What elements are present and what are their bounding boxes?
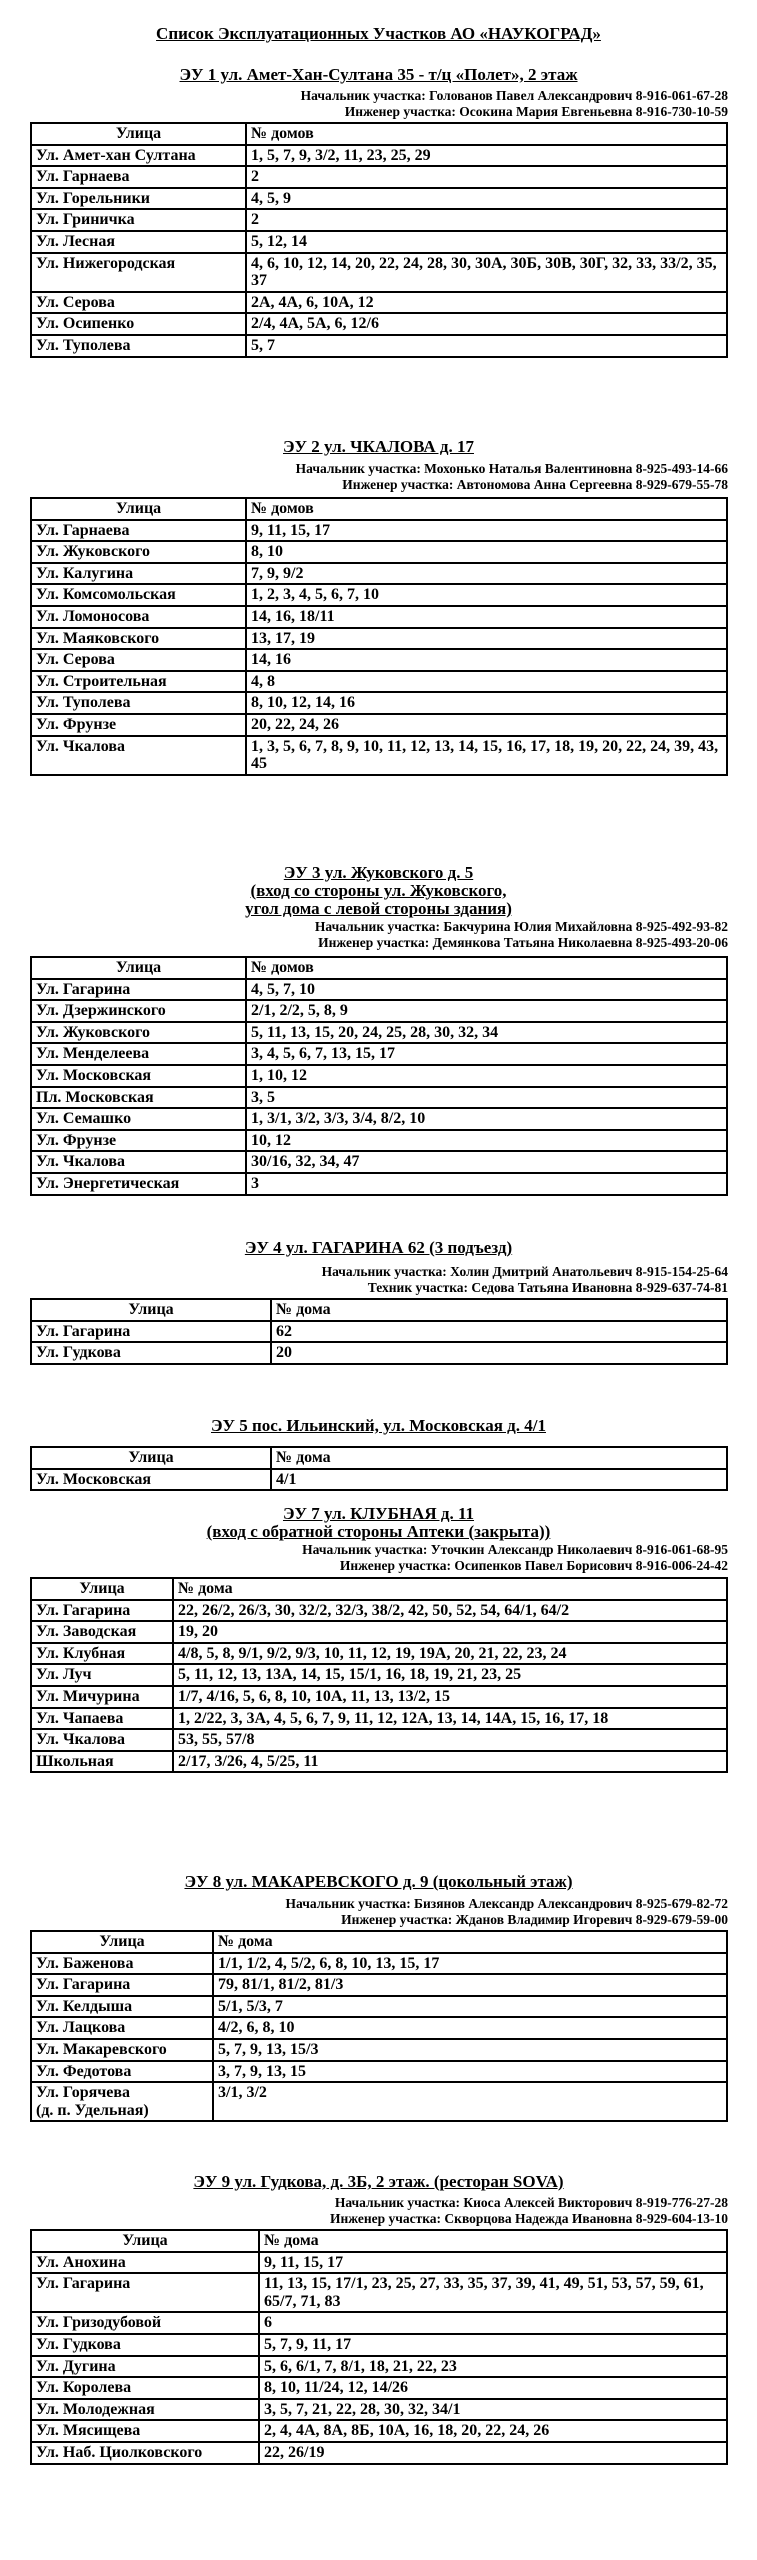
table-row (31, 714, 727, 736)
houses-cell: 5/1, 5/3, 7 (213, 1996, 727, 2018)
table-row (31, 1321, 727, 1343)
section-heading (0, 1239, 757, 1257)
houses-cell: 14, 16, 18/11 (246, 606, 727, 628)
houses-cell: 5, 11, 12, 13, 13А, 14, 15, 15/1, 16, 18, 19, 21, 23, 25 (173, 1664, 727, 1686)
houses-cell: 8, 10, 11/24, 12, 14/26 (259, 2377, 727, 2399)
street-cell: Пл. Московская (31, 1087, 246, 1109)
head-of-site: Начальник участка: Голованов Павел Александрович 8-916-061-67-28 (300, 88, 728, 103)
site-engineer: Инженер участка: Осокина Мария Евгеньевна 8-916-730-10-59 (344, 104, 728, 119)
table-row (31, 313, 727, 335)
street-cell: Ул. Гудкова (31, 2334, 259, 2356)
street-cell: Ул. Молодежная (31, 2399, 259, 2421)
streets-table (30, 1298, 728, 1365)
street-cell: Ул. Амет-хан Султана (31, 145, 246, 167)
table-row (31, 649, 727, 671)
table-row (31, 1996, 727, 2018)
document-title: Список Эксплуатационных Участков АО «НАУКОГРАД» (156, 24, 601, 43)
street-cell: Ул. Горячева (д. п. Удельная) (31, 2082, 213, 2121)
houses-cell: 2 (246, 166, 727, 188)
streets-table (30, 1577, 728, 1773)
houses-cell: 5, 7 (246, 335, 727, 357)
staff-block (330, 2195, 728, 2227)
heading-line: ЭУ 9 ул. Гудкова, д. 3Б, 2 этаж. (ресторан SOVA) (193, 2172, 564, 2191)
table-row (31, 1087, 727, 1109)
heading-line: угол дома с левой стороны здания) (245, 899, 512, 918)
table-row (31, 1953, 727, 1975)
heading-line: ЭУ 8 ул. МАКАРЕВСКОГО д. 9 (цокольный этаж) (184, 1872, 573, 1891)
street-cell: Ул. Фрунзе (31, 714, 246, 736)
column-header-street: Улица (31, 498, 246, 520)
houses-cell: 2/1, 2/2, 5, 8, 9 (246, 1000, 727, 1022)
table-row (31, 671, 727, 693)
street-cell: Ул. Семашко (31, 1108, 246, 1130)
street-cell: Ул. Чкалова (31, 736, 246, 775)
table-row (31, 563, 727, 585)
staff-block (296, 461, 728, 493)
table-row (31, 1342, 727, 1364)
houses-cell: 8, 10 (246, 541, 727, 563)
table-row (31, 1729, 727, 1751)
street-cell: Ул. Гриничка (31, 209, 246, 231)
houses-cell: 5, 11, 13, 15, 20, 24, 25, 28, 30, 32, 34 (246, 1022, 727, 1044)
column-header-street: Улица (31, 1931, 213, 1953)
houses-cell: 5, 6, 6/1, 7, 8/1, 18, 21, 22, 23 (259, 2356, 727, 2378)
street-cell: Ул. Чкалова (31, 1729, 173, 1751)
streets-table (30, 956, 728, 1196)
column-header-houses: № домов (246, 957, 727, 979)
houses-cell: 14, 16 (246, 649, 727, 671)
table-row (31, 2082, 727, 2121)
table-row (31, 292, 727, 314)
heading-line: (вход со стороны ул. Жуковского, (250, 881, 507, 900)
street-cell: Ул. Горельники (31, 188, 246, 210)
street-cell: Ул. Серова (31, 292, 246, 314)
table-row (31, 1151, 727, 1173)
street-cell: Ул. Жуковского (31, 541, 246, 563)
houses-cell: 2/4, 4А, 5А, 6, 12/6 (246, 313, 727, 335)
section-heading (0, 1505, 757, 1541)
street-cell: Ул. Федотова (31, 2061, 213, 2083)
table-row (31, 2420, 727, 2442)
site-engineer: Инженер участка: Автономова Анна Сергеевна 8-929-679-55-78 (342, 477, 728, 492)
section-heading (0, 1873, 757, 1891)
street-cell: Ул. Маяковского (31, 628, 246, 650)
houses-cell: 20 (271, 1342, 727, 1364)
houses-cell: 5, 7, 9, 11, 17 (259, 2334, 727, 2356)
table-row (31, 2252, 727, 2274)
street-cell: Ул. Менделеева (31, 1043, 246, 1065)
street-cell: Ул. Лесная (31, 231, 246, 253)
houses-cell: 4, 8 (246, 671, 727, 693)
table-row (31, 209, 727, 231)
column-header-houses: № дома (271, 1447, 727, 1469)
houses-cell: 1, 10, 12 (246, 1065, 727, 1087)
table-header-row (31, 2230, 727, 2252)
heading-line: ЭУ 1 ул. Амет-Хан-Султана 35 - т/ц «Полет», 2 этаж (179, 65, 578, 84)
column-header-street: Улица (31, 957, 246, 979)
houses-cell: 11, 13, 15, 17/1, 23, 25, 27, 33, 35, 37, 39, 41, 49, 51, 53, 57, 59, 61, 65/7, 71, 83 (259, 2273, 727, 2312)
houses-cell: 2А, 4А, 6, 10А, 12 (246, 292, 727, 314)
table-row (31, 1469, 727, 1491)
houses-cell: 3, 4, 5, 6, 7, 13, 15, 17 (246, 1043, 727, 1065)
staff-block (302, 1542, 728, 1574)
street-cell: Ул. Баженова (31, 1953, 213, 1975)
table-row (31, 2334, 727, 2356)
table-row (31, 692, 727, 714)
staff-block (301, 88, 728, 120)
street-cell: Ул. Гудкова (31, 1342, 271, 1364)
table-row (31, 736, 727, 775)
houses-cell: 4/2, 6, 8, 10 (213, 2017, 727, 2039)
street-cell: Ул. Дугина (31, 2356, 259, 2378)
head-of-site: Начальник участка: Мохонько Наталья Валентиновна 8-925-493-14-66 (295, 461, 728, 476)
head-of-site: Начальник участка: Холин Дмитрий Анатольевич 8-915-154-25-64 (321, 1264, 728, 1279)
staff-block (286, 1896, 728, 1928)
street-cell: Ул. Дзержинского (31, 1000, 246, 1022)
column-header-houses: № домов (246, 498, 727, 520)
table-row (31, 1022, 727, 1044)
table-row (31, 2017, 727, 2039)
column-header-street: Улица (31, 1299, 271, 1321)
street-cell: Ул. Московская (31, 1469, 271, 1491)
street-cell: Ул. Калугина (31, 563, 246, 585)
heading-line: ЭУ 4 ул. ГАГАРИНА 62 (3 подъезд) (244, 1238, 513, 1257)
table-header-row (31, 1931, 727, 1953)
table-row (31, 1173, 727, 1195)
table-row (31, 145, 727, 167)
column-header-houses: № дома (259, 2230, 727, 2252)
table-row (31, 628, 727, 650)
column-header-street: Улица (31, 2230, 259, 2252)
street-cell: Ул. Нижегородская (31, 253, 246, 292)
street-cell: Ул. Мичурина (31, 1686, 173, 1708)
head-of-site: Начальник участка: Уточкин Александр Николаевич 8-916-061-68-95 (302, 1542, 728, 1557)
heading-line: ЭУ 5 пос. Ильинский, ул. Московская д. 4/1 (211, 1416, 546, 1435)
houses-cell: 9, 11, 15, 17 (246, 520, 727, 542)
street-cell: Ул. Чкалова (31, 1151, 246, 1173)
street-cell: Школьная (31, 1751, 173, 1773)
houses-cell: 22, 26/19 (259, 2442, 727, 2464)
table-row (31, 584, 727, 606)
street-cell: Ул. Гагарина (31, 979, 246, 1001)
houses-cell: 4, 6, 10, 12, 14, 20, 22, 24, 28, 30, 30А, 30Б, 30В, 30Г, 32, 33, 33/2, 35, 37 (246, 253, 727, 292)
houses-cell: 1, 3/1, 3/2, 3/3, 3/4, 8/2, 10 (246, 1108, 727, 1130)
street-cell: Ул. Московская (31, 1065, 246, 1087)
heading-line: ЭУ 2 ул. ЧКАЛОВА д. 17 (283, 437, 474, 456)
section-heading (0, 438, 757, 456)
houses-cell: 2 (246, 209, 727, 231)
houses-cell: 1, 3, 5, 6, 7, 8, 9, 10, 11, 12, 13, 14, 15, 16, 17, 18, 19, 20, 22, 24, 39, 43, 45 (246, 736, 727, 775)
head-of-site: Начальник участка: Киоса Алексей Викторович 8-919-776-27-28 (334, 2195, 728, 2210)
street-cell: Ул. Жуковского (31, 1022, 246, 1044)
table-header-row (31, 1578, 727, 1600)
street-cell: Ул. Туполева (31, 692, 246, 714)
table-header-row (31, 957, 727, 979)
street-cell: Ул. Клубная (31, 1643, 173, 1665)
table-row (31, 1643, 727, 1665)
street-cell: Ул. Энергетическая (31, 1173, 246, 1195)
street-cell: Ул. Фрунзе (31, 1130, 246, 1152)
table-row (31, 1600, 727, 1622)
houses-cell: 3 (246, 1173, 727, 1195)
houses-cell: 2/17, 3/26, 4, 5/25, 11 (173, 1751, 727, 1773)
column-header-houses: № дома (173, 1578, 727, 1600)
street-cell: Ул. Гарнаева (31, 166, 246, 188)
table-header-row (31, 1447, 727, 1469)
houses-cell: 3, 5, 7, 21, 22, 28, 30, 32, 34/1 (259, 2399, 727, 2421)
houses-cell: 4/8, 5, 8, 9/1, 9/2, 9/3, 10, 11, 12, 19, 19А, 20, 21, 22, 23, 24 (173, 1643, 727, 1665)
houses-cell: 1/7, 4/16, 5, 6, 8, 10, 10А, 11, 13, 13/2, 15 (173, 1686, 727, 1708)
table-row (31, 253, 727, 292)
table-header-row (31, 123, 727, 145)
table-header-row (31, 498, 727, 520)
street-cell: Ул. Гагарина (31, 1974, 213, 1996)
street-cell: Ул. Мясищева (31, 2420, 259, 2442)
street-cell: Ул. Келдыша (31, 1996, 213, 2018)
table-row (31, 1708, 727, 1730)
column-header-street: Улица (31, 123, 246, 145)
table-header-row (31, 1299, 727, 1321)
table-row (31, 166, 727, 188)
table-row (31, 1108, 727, 1130)
site-engineer: Инженер участка: Демянкова Татьяна Николаевна 8-925-493-20-06 (318, 935, 728, 950)
site-engineer: Инженер участка: Осипенков Павел Борисович 8-916-006-24-42 (339, 1558, 728, 1573)
street-cell: Ул. Туполева (31, 335, 246, 357)
table-row (31, 979, 727, 1001)
street-cell: Ул. Лацкова (31, 2017, 213, 2039)
staff-block (315, 919, 728, 951)
houses-cell: 19, 20 (173, 1621, 727, 1643)
column-header-houses: № дома (271, 1299, 727, 1321)
streets-table (30, 122, 728, 358)
street-cell: Ул. Гризодубовой (31, 2312, 259, 2334)
houses-cell: 1, 5, 7, 9, 3/2, 11, 23, 25, 29 (246, 145, 727, 167)
houses-cell: 62 (271, 1321, 727, 1343)
houses-cell: 3, 5 (246, 1087, 727, 1109)
table-row (31, 1686, 727, 1708)
street-cell: Ул. Комсомольская (31, 584, 246, 606)
houses-cell: 5, 7, 9, 13, 15/3 (213, 2039, 727, 2061)
table-row (31, 231, 727, 253)
street-cell: Ул. Чапаева (31, 1708, 173, 1730)
table-row (31, 1751, 727, 1773)
houses-cell: 4, 5, 7, 10 (246, 979, 727, 1001)
site-engineer: Инженер участка: Скворцова Надежда Ивановна 8-929-604-13-10 (329, 2211, 728, 2226)
street-cell: Ул. Наб. Циолковского (31, 2442, 259, 2464)
table-row (31, 2377, 727, 2399)
table-row (31, 1130, 727, 1152)
section-heading (0, 864, 757, 918)
table-row (31, 188, 727, 210)
houses-cell: 1, 2, 3, 4, 5, 6, 7, 10 (246, 584, 727, 606)
table-row (31, 2061, 727, 2083)
table-row (31, 335, 727, 357)
head-of-site: Начальник участка: Бизянов Александр Александрович 8-925-679-82-72 (285, 1896, 728, 1911)
street-cell: Ул. Заводская (31, 1621, 173, 1643)
head-of-site: Начальник участка: Бакчурина Юлия Михайловна 8-925-492-93-82 (314, 919, 728, 934)
column-header-street: Улица (31, 1578, 173, 1600)
houses-cell: 13, 17, 19 (246, 628, 727, 650)
street-cell: Ул. Ломоносова (31, 606, 246, 628)
houses-cell: 20, 22, 24, 26 (246, 714, 727, 736)
street-cell: Ул. Серова (31, 649, 246, 671)
street-cell: Ул. Гагарина (31, 1321, 271, 1343)
houses-cell: 7, 9, 9/2 (246, 563, 727, 585)
street-cell: Ул. Луч (31, 1664, 173, 1686)
column-header-street: Улица (31, 1447, 271, 1469)
houses-cell: 1, 2/22, 3, 3А, 4, 5, 6, 7, 9, 11, 12, 12А, 13, 14, 14А, 15, 16, 17, 18 (173, 1708, 727, 1730)
street-cell: Ул. Гарнаева (31, 520, 246, 542)
section-heading (0, 2173, 757, 2191)
houses-cell: 9, 11, 15, 17 (259, 2252, 727, 2274)
column-header-houses: № дома (213, 1931, 727, 1953)
table-row (31, 1043, 727, 1065)
table-row (31, 2273, 727, 2312)
heading-line: ЭУ 7 ул. КЛУБНАЯ д. 11 (282, 1504, 475, 1523)
streets-table (30, 2229, 728, 2465)
table-row (31, 520, 727, 542)
houses-cell: 8, 10, 12, 14, 16 (246, 692, 727, 714)
street-cell: Ул. Макаревского (31, 2039, 213, 2061)
houses-cell: 53, 55, 57/8 (173, 1729, 727, 1751)
street-cell: Ул. Гагарина (31, 1600, 173, 1622)
houses-cell: 2, 4, 4А, 8А, 8Б, 10А, 16, 18, 20, 22, 24, 26 (259, 2420, 727, 2442)
table-row (31, 1621, 727, 1643)
table-row (31, 541, 727, 563)
street-cell: Ул. Анохина (31, 2252, 259, 2274)
table-row (31, 1000, 727, 1022)
table-row (31, 2356, 727, 2378)
street-cell: Ул. Королева (31, 2377, 259, 2399)
houses-cell: 30/16, 32, 34, 47 (246, 1151, 727, 1173)
table-row (31, 2312, 727, 2334)
site-technician: Техник участка: Седова Татьяна Ивановна 8-929-637-74-81 (367, 1280, 728, 1295)
heading-line: ЭУ 3 ул. Жуковского д. 5 (283, 863, 474, 882)
table-row (31, 1974, 727, 1996)
table-row (31, 2399, 727, 2421)
houses-cell: 22, 26/2, 26/3, 30, 32/2, 32/3, 38/2, 42, 50, 52, 54, 64/1, 64/2 (173, 1600, 727, 1622)
street-cell: Ул. Строительная (31, 671, 246, 693)
houses-cell: 4, 5, 9 (246, 188, 727, 210)
staff-block (322, 1264, 728, 1296)
houses-cell: 5, 12, 14 (246, 231, 727, 253)
section-heading (0, 1417, 757, 1435)
street-cell: Ул. Осипенко (31, 313, 246, 335)
houses-cell: 79, 81/1, 81/2, 81/3 (213, 1974, 727, 1996)
street-cell: Ул. Гагарина (31, 2273, 259, 2312)
table-row (31, 606, 727, 628)
streets-table (30, 1930, 728, 2122)
houses-cell: 4/1 (271, 1469, 727, 1491)
section-heading (0, 66, 757, 84)
houses-cell: 10, 12 (246, 1130, 727, 1152)
houses-cell: 1/1, 1/2, 4, 5/2, 6, 8, 10, 13, 15, 17 (213, 1953, 727, 1975)
heading-line: (вход с обратной стороны Аптеки (закрыта)) (206, 1522, 551, 1541)
table-row (31, 1664, 727, 1686)
houses-cell: 6 (259, 2312, 727, 2334)
houses-cell: 3, 7, 9, 13, 15 (213, 2061, 727, 2083)
site-engineer: Инженер участка: Жданов Владимир Игоревич 8-929-679-59-00 (341, 1912, 728, 1927)
houses-cell: 3/1, 3/2 (213, 2082, 727, 2121)
streets-table (30, 497, 728, 776)
table-row (31, 1065, 727, 1087)
column-header-houses: № домов (246, 123, 727, 145)
table-row (31, 2039, 727, 2061)
table-row (31, 2442, 727, 2464)
streets-table (30, 1446, 728, 1491)
